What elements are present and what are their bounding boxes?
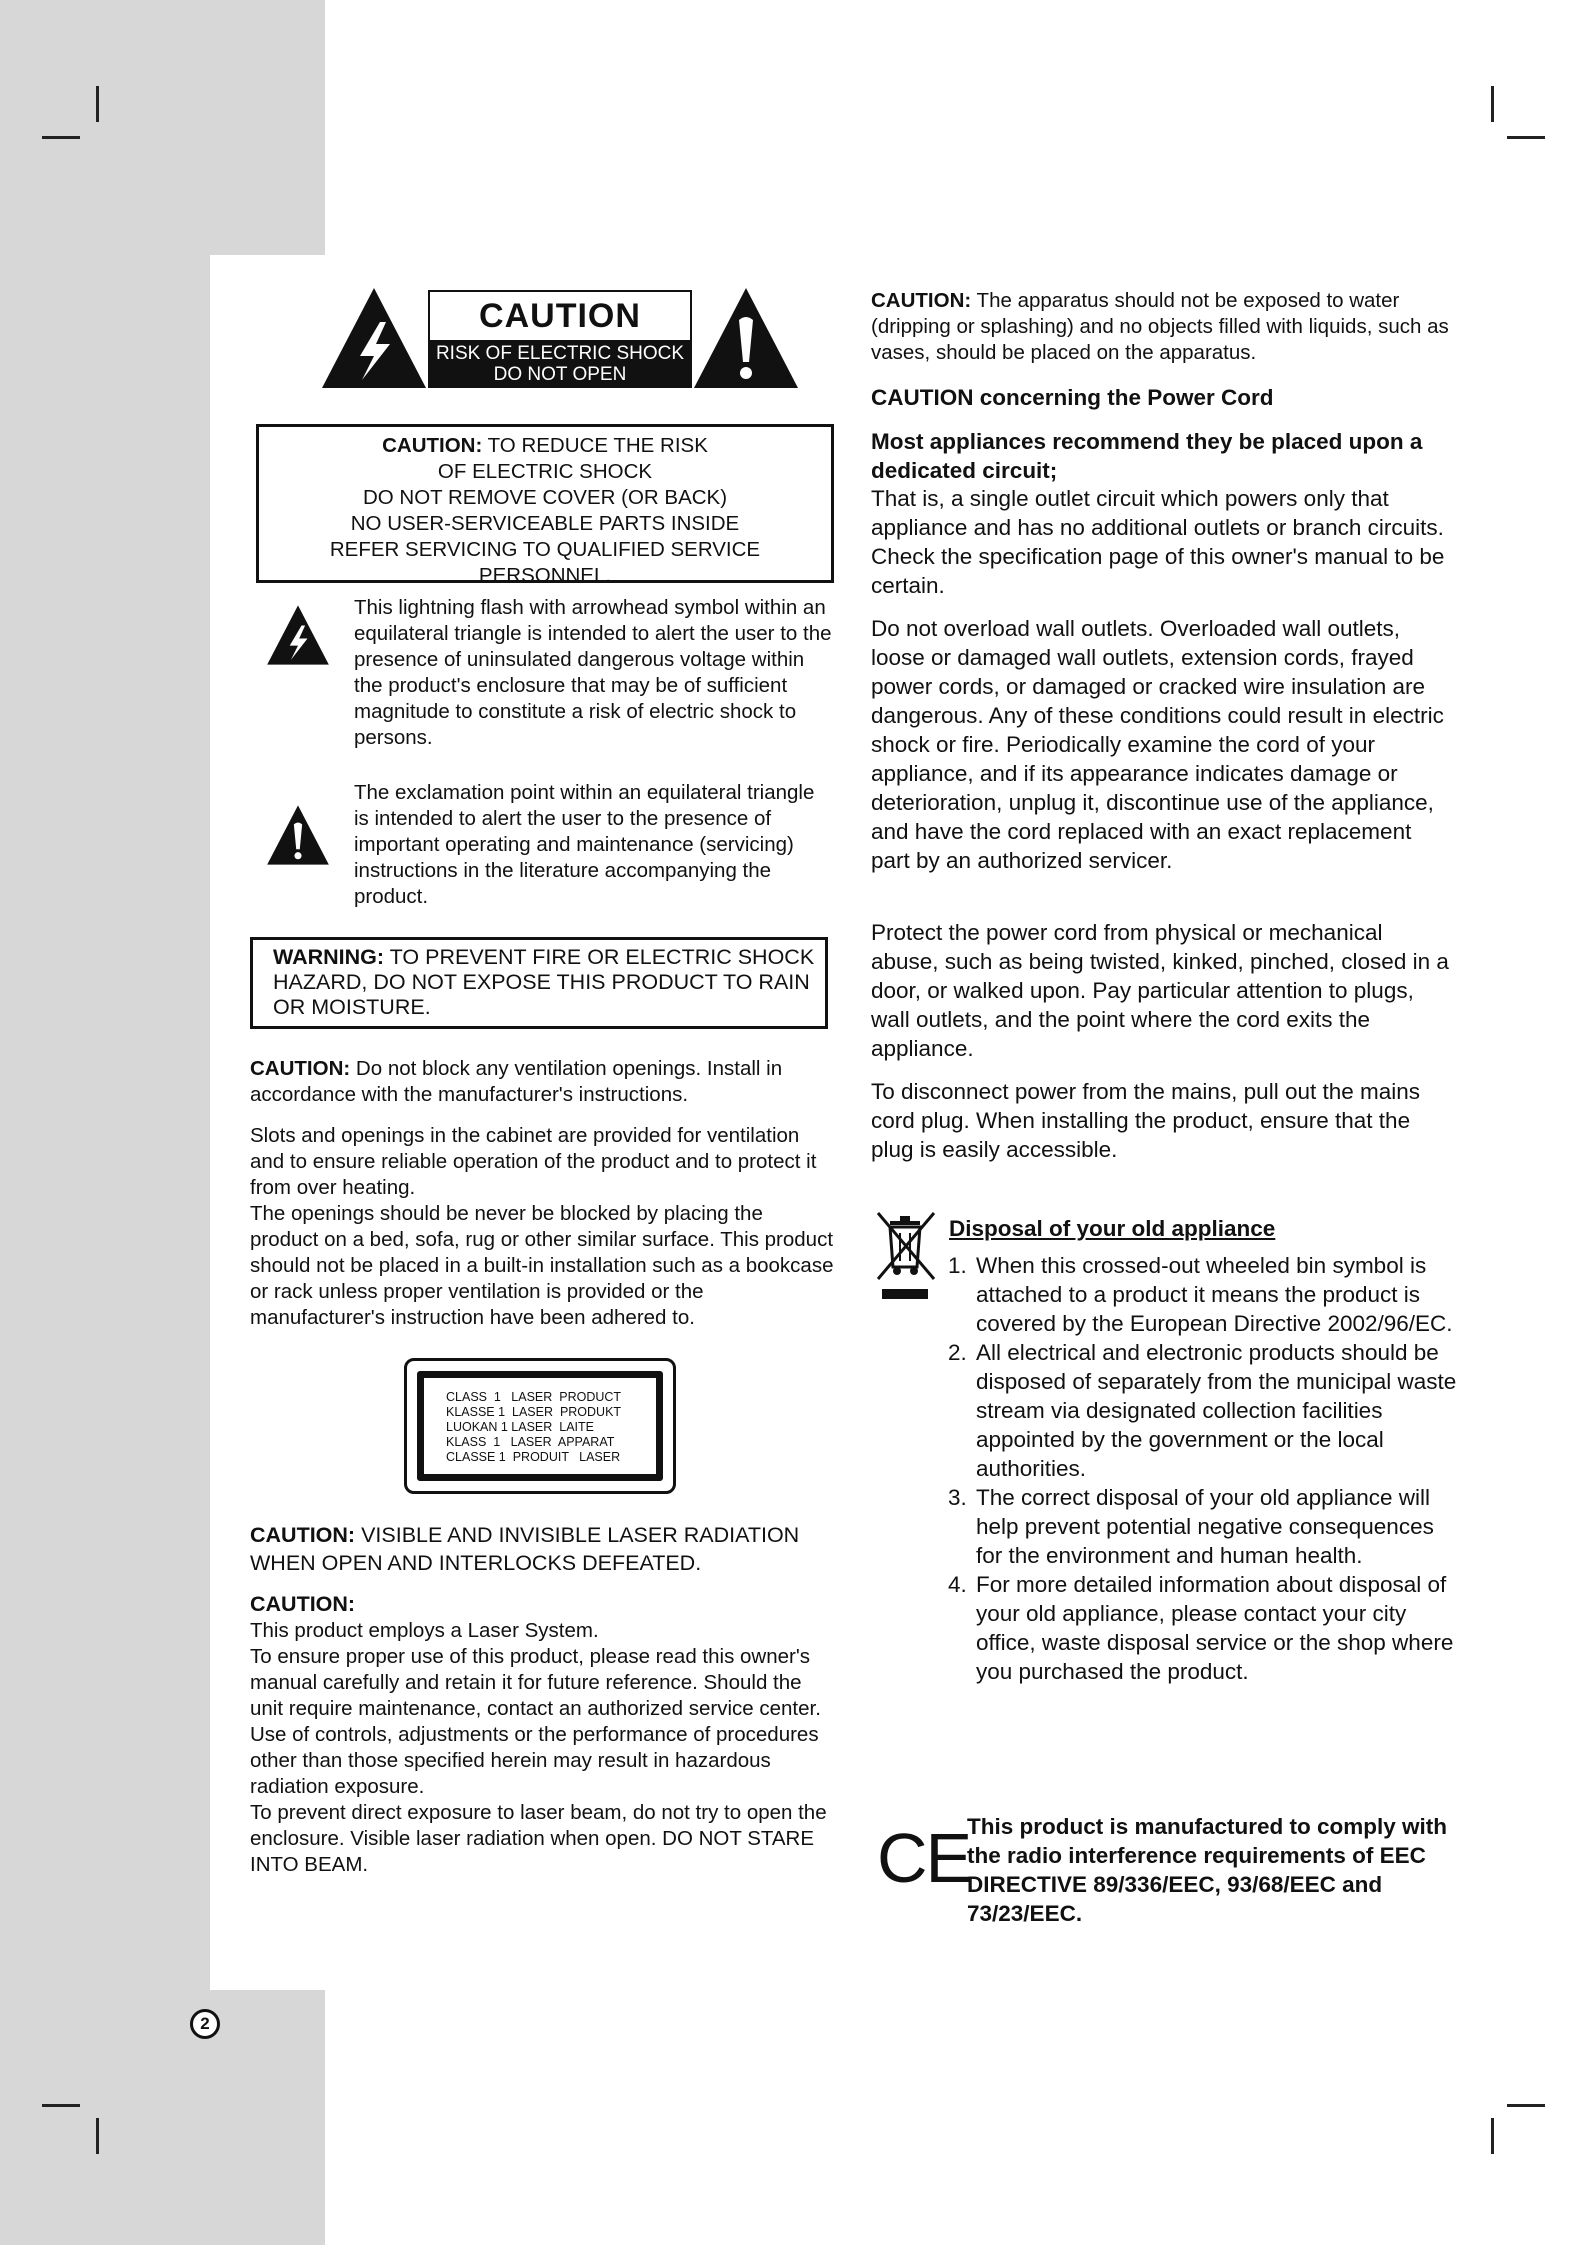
lightning-description: This lightning flash with arrowhead symbol within an equilateral triangle is intended to alert the user to the presence of uninsulated dangerous voltage within the product's enclosure that may be of sufficient magnitude to constitute a risk of electric shock to persons.: [354, 596, 832, 749]
caution-label-subtitle: [430, 340, 690, 386]
reduce-risk-line5: REFER SERVICING TO QUALIFIED SERVICE: [329, 538, 761, 561]
power-cord-para2: Do not overload wall outlets. Overloaded wall outlets, loose or damaged wall outlets, extension cords, frayed power cords, or damaged or cracked wire insulation are dangerous. Any of these conditions could result in electric shock or fire. Periodically examine the cord of your appliance, and if its appearance indicates damage or deterioration, unplug it, discontinue use of the appliance, and have the cord replaced with an exact replacement part by an authorized servicer.: [871, 616, 1444, 873]
disposal-item: [948, 1570, 1458, 1686]
power-cord-para4: To disconnect power from the mains, pull out the mains cord plug. When installing the product, ensure that the plug is easily accessible.: [871, 1079, 1421, 1162]
crop-mark: [1507, 2104, 1545, 2107]
laser-class-label: [404, 1358, 676, 1494]
page-number-badge: [190, 2009, 220, 2039]
laser-label-line1: CLASS 1 LASER PRODUCT: [446, 1390, 622, 1404]
apparatus-lead: CAUTION:: [871, 289, 972, 312]
disposal-item-text: For more detailed information about disposal of your old appliance, please contact your city office, waste disposal service or the shop where you purchased the product.: [976, 1572, 1454, 1684]
crop-mark: [42, 2104, 80, 2107]
crossed-out-bin-icon: [872, 1207, 942, 1303]
laser-system-line4: To prevent direct exposure to laser beam, do not try to open the enclosure. Visible laser radiation when open. DO NOT STARE INTO BEAM.: [250, 1801, 827, 1876]
disposal-item: [948, 1483, 1458, 1570]
warning-body: TO PREVENT FIRE OR ELECTRIC SHOCK HAZARD, DO NOT EXPOSE THIS PRODUCT TO RAIN OR MOISTURE.: [273, 945, 815, 1019]
disposal-heading: Disposal of your old appliance: [949, 1216, 1276, 1241]
ventilation-para2: The openings should be never be blocked by placing the product on a bed, sofa, rug or other similar surface. This product should not be placed in a built-in installation such as a bookcase or rack unless proper ventilation is provided or the manufacturer's instruction have been adhered to.: [250, 1202, 834, 1329]
laser-radiation-lead: CAUTION:: [250, 1523, 356, 1547]
disposal-item-text: When this crossed-out wheeled bin symbol is attached to a product it means the product is covered by the European Directive 2002/96/EC.: [976, 1253, 1453, 1336]
laser-system-line3: Use of controls, adjustments or the performance of procedures other than those specified herein may result in hazardous radiation exposure.: [250, 1723, 819, 1798]
caution-label-title: CAUTION: [479, 297, 641, 335]
disposal-item: [948, 1251, 1458, 1338]
warning-text: [273, 945, 825, 1020]
warning-box: [250, 937, 828, 1029]
reduce-risk-line6: PERSONNEL.: [478, 564, 612, 587]
disposal-item-num: 4.: [948, 1572, 967, 1597]
apparatus-caution: [871, 288, 1456, 366]
laser-class-label-inner: [417, 1371, 663, 1481]
page-number: 2: [200, 2014, 210, 2033]
disposal-item-text: The correct disposal of your old appliance will help prevent potential negative consequences for the environment and human health.: [976, 1485, 1434, 1568]
reduce-risk-line3: DO NOT REMOVE COVER (OR BACK): [362, 486, 728, 509]
laser-radiation-caution: [250, 1521, 835, 1577]
reduce-risk-lead: CAUTION:: [382, 434, 483, 457]
laser-system-line1: This product employs a Laser System.: [250, 1619, 599, 1642]
caution-label-sub-line2: DO NOT OPEN: [493, 364, 627, 385]
crop-mark: [96, 86, 99, 122]
crop-mark: [1491, 2118, 1494, 2154]
power-cord-heading: CAUTION concerning the Power Cord: [871, 385, 1274, 410]
disposal-item: [948, 1338, 1458, 1483]
laser-label-line2: KLASSE 1 LASER PRODUKT: [446, 1405, 622, 1419]
laser-system-lead: CAUTION:: [250, 1592, 356, 1616]
crop-mark: [42, 136, 80, 139]
power-cord-para1: That is, a single outlet circuit which powers only that appliance and has no additional outlets or branch circuits. Check the specification page of this owner's manual to be certain.: [871, 486, 1445, 598]
disposal-item-text: All electrical and electronic products should be disposed of separately from the municipal waste stream via designated collection facilities appointed by the government or the local authorities.: [976, 1340, 1457, 1481]
laser-system-caution: [250, 1590, 835, 1878]
power-cord-subheading: Most appliances recommend they be placed upon a dedicated circuit;: [871, 429, 1423, 483]
ventilation-text: Do not block any ventilation openings. Install in accordance with the manufacturer's instructions.: [250, 1057, 783, 1106]
reduce-risk-line1: [259, 433, 831, 459]
ventilation-lead: CAUTION:: [250, 1057, 351, 1080]
laser-system-line2: To ensure proper use of this product, please read this owner's manual carefully and retain it for future reference. Should the unit require maintenance, contact an authorized service center.: [250, 1645, 821, 1720]
disposal-list: [948, 1251, 1458, 1686]
ventilation-para1: Slots and openings in the cabinet are provided for ventilation and to ensure reliable operation of the product and to protect it from over heating.: [250, 1124, 817, 1199]
ce-mark: CE: [877, 1819, 971, 1897]
laser-label-line3: LUOKAN 1 LASER LAITE: [446, 1420, 594, 1434]
caution-label-sub-line1: RISK OF ELECTRIC SHOCK: [435, 343, 685, 364]
laser-label-line5: CLASSE 1 PRODUIT LASER: [446, 1450, 621, 1464]
lightning-triangle-icon: [320, 286, 428, 390]
lightning-triangle-small-icon: [266, 604, 330, 666]
exclamation-triangle-icon: [692, 286, 800, 390]
crop-mark: [1507, 136, 1545, 139]
exclamation-description: The exclamation point within an equilateral triangle is intended to alert the user to the presence of important operating and maintenance (servicing) instructions in the literature accompanying the product.: [354, 781, 815, 908]
reduce-risk-line4: NO USER-SERVICEABLE PARTS INSIDE: [350, 512, 740, 535]
warning-lead: WARNING:: [273, 945, 385, 969]
disposal-item-num: 1.: [948, 1253, 967, 1278]
apparatus-text: The apparatus should not be exposed to water (dripping or splashing) and no objects filled with liquids, such as vases, should be placed on the apparatus.: [871, 289, 1449, 364]
ventilation-caution: [250, 1056, 835, 1108]
exclamation-triangle-small-icon: [266, 804, 330, 866]
caution-label: [428, 290, 692, 388]
power-cord-para3: Protect the power cord from physical or mechanical abuse, such as being twisted, kinked, pinched, closed in a door, or walked upon. Pay particular attention to plugs, wall outlets, and the point where the cord exits the appliance.: [871, 920, 1449, 1061]
laser-radiation-text: VISIBLE AND INVISIBLE LASER RADIATION WHEN OPEN AND INTERLOCKS DEFEATED.: [250, 1523, 800, 1575]
ce-compliance-text: This product is manufactured to comply with the radio interference requirements of EEC DIRECTIVE 89/336/EEC, 93/68/EEC and 73/23/EEC.: [967, 1814, 1448, 1926]
laser-label-line4: KLASS 1 LASER APPARAT: [446, 1435, 615, 1449]
disposal-item-num: 3.: [948, 1485, 967, 1510]
reduce-risk-box: [256, 424, 834, 587]
crop-mark: [1491, 86, 1494, 122]
crop-mark: [96, 2118, 99, 2154]
disposal-item-num: 2.: [948, 1340, 967, 1365]
reduce-risk-line2: OF ELECTRIC SHOCK: [437, 460, 653, 483]
reduce-risk-line1-text: TO REDUCE THE RISK: [487, 434, 708, 457]
